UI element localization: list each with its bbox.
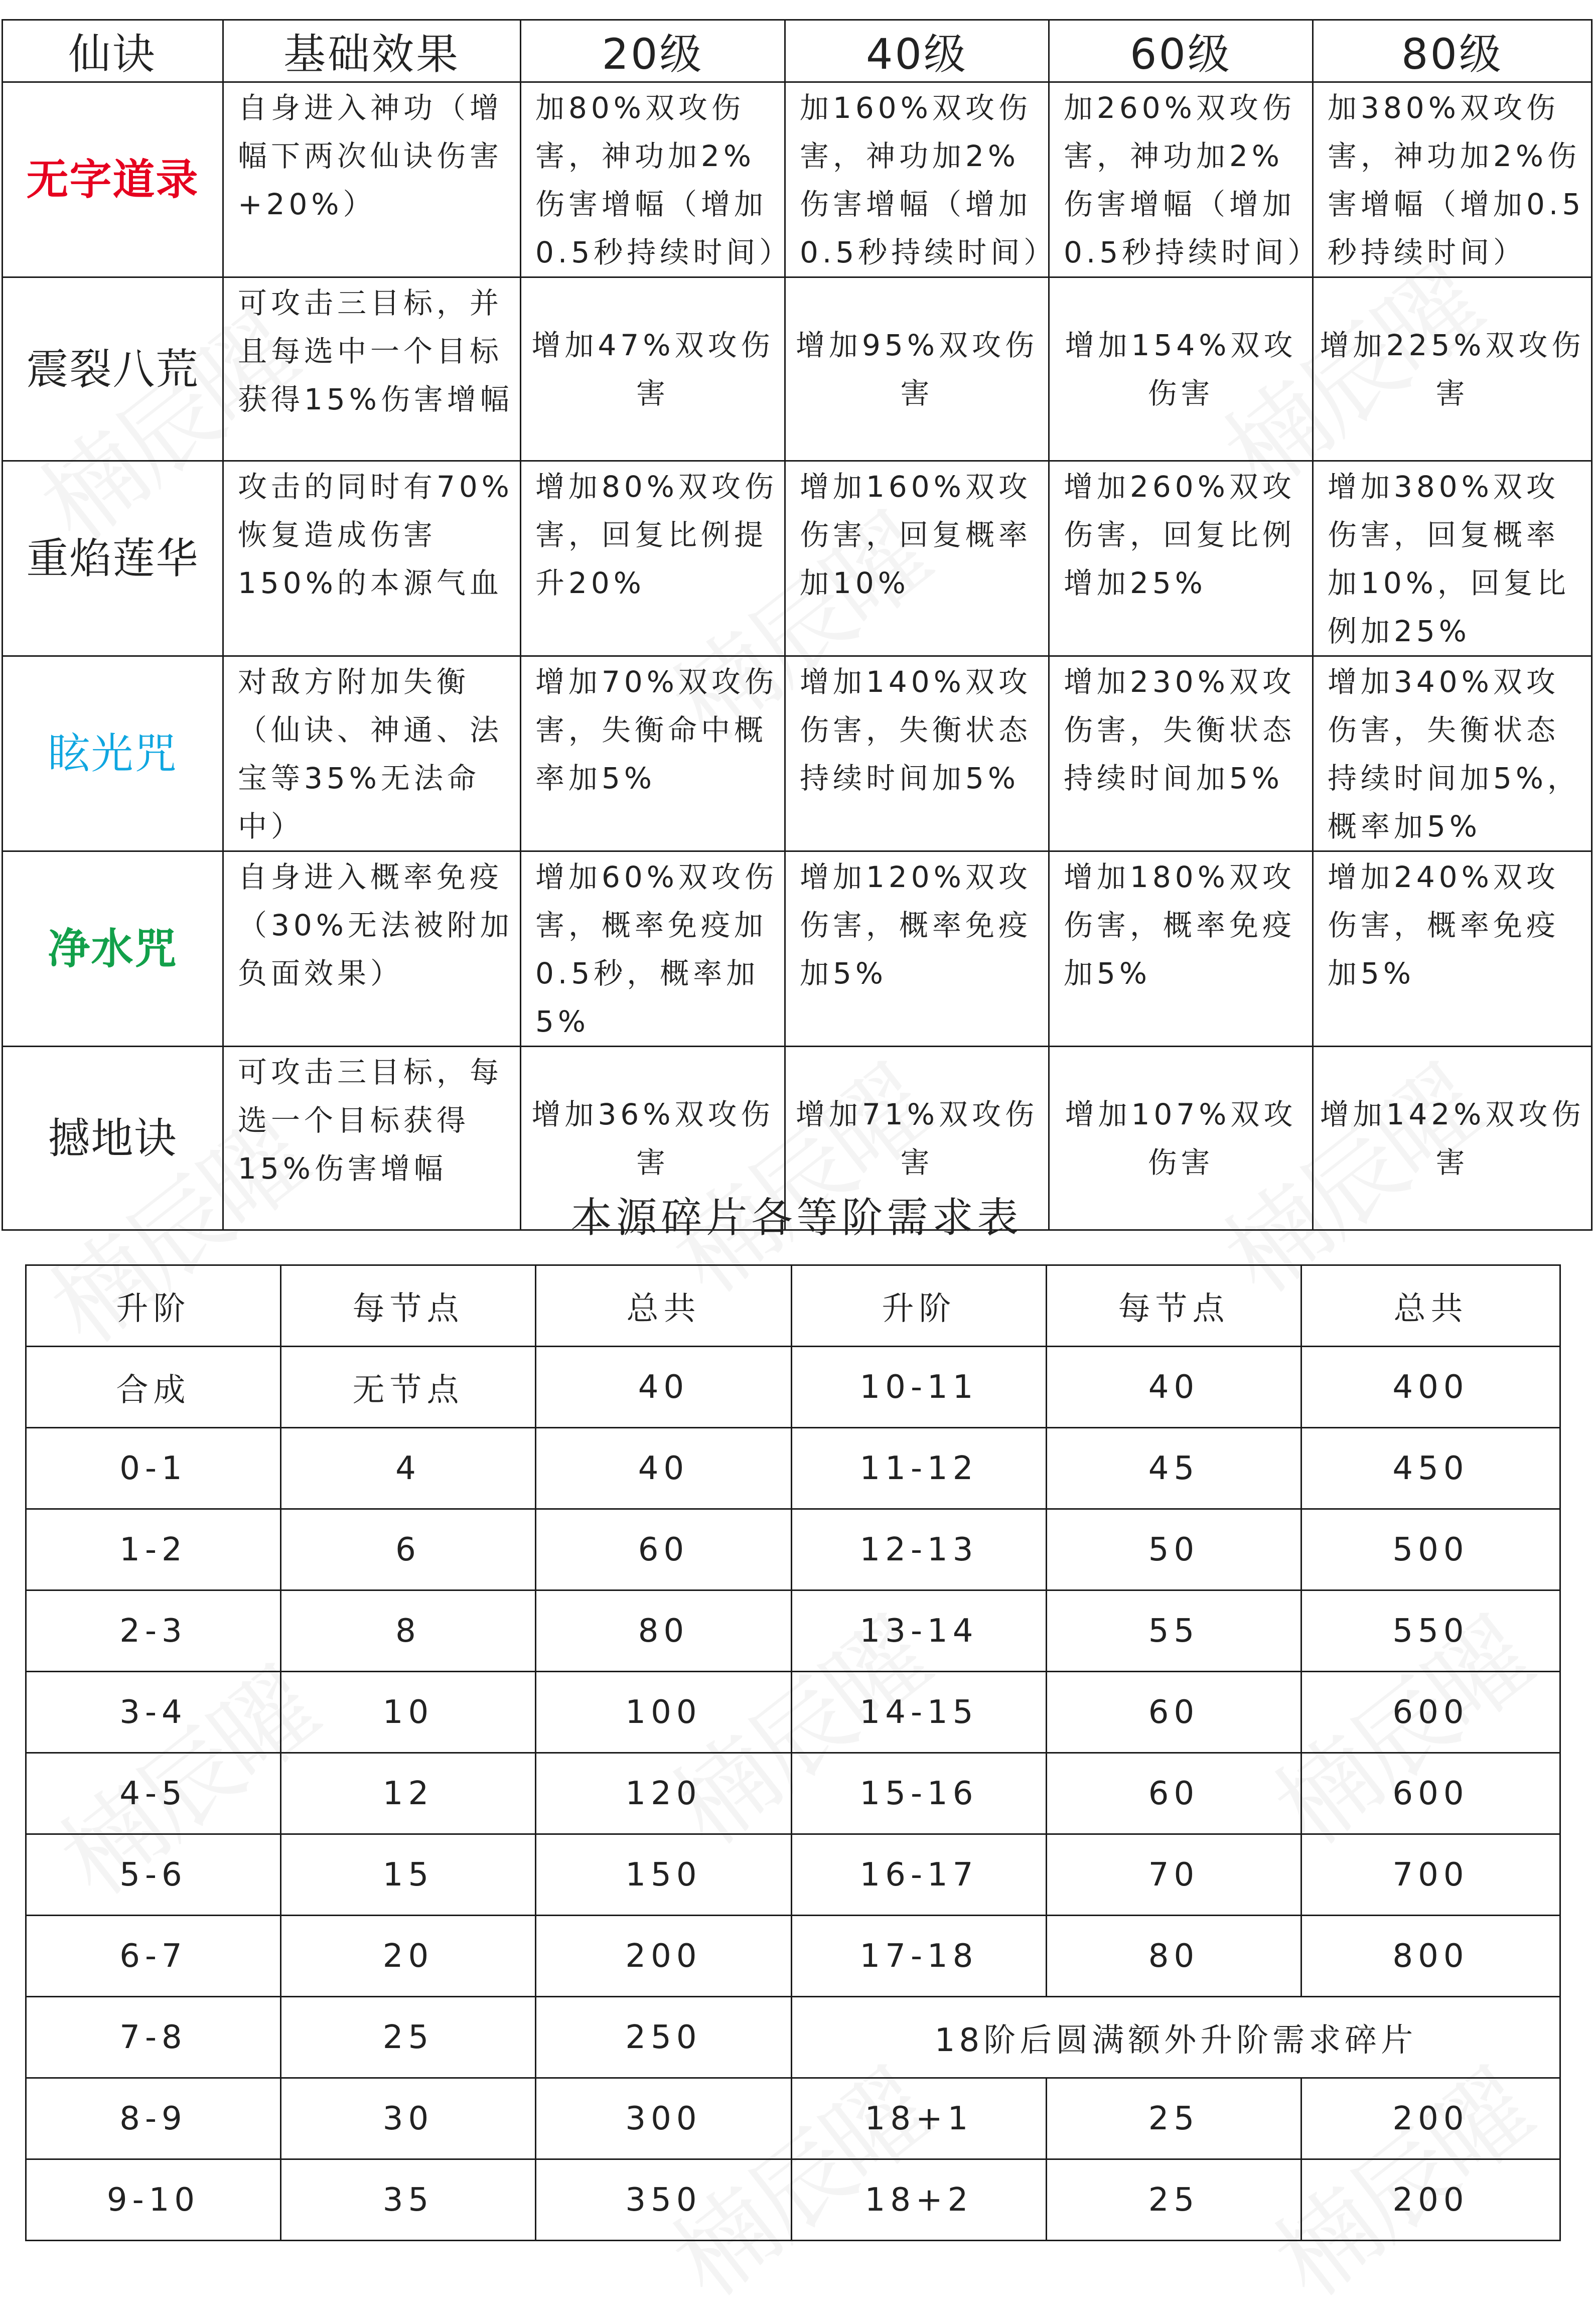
skill-name: 净水咒 (3, 851, 223, 1047)
cell-stage: 13-14 (792, 1590, 1047, 1672)
cell-stage: 8-9 (26, 2078, 281, 2159)
skill-level-20: 增加80%双攻伤害，回复比例提升20% (521, 461, 785, 656)
cell-stage: 11-12 (792, 1428, 1047, 1509)
cell-stage: 3-4 (26, 1672, 281, 1753)
cell-per-node: 80 (1047, 1916, 1301, 1997)
skill-level-20: 增加36%双攻伤害 (521, 1047, 785, 1230)
shards-table-title: 本源碎片各等阶需求表 (570, 1194, 1023, 1242)
cell-stage: 18+1 (792, 2078, 1047, 2159)
table-row (3, 82, 1592, 277)
cell-per-node: 25 (1047, 2159, 1301, 2241)
cell-per-node: 30 (281, 2078, 536, 2159)
cell-per-node: 60 (1047, 1753, 1301, 1834)
cell-total: 600 (1301, 1672, 1560, 1753)
header-total: 总共 (536, 1265, 792, 1347)
cell-per-node: 40 (1047, 1347, 1301, 1428)
skill-level-40: 增加71%双攻伤害 (785, 1047, 1049, 1230)
cell-stage: 2-3 (26, 1590, 281, 1672)
skill-level-60: 加260%双攻伤害，神功加2%伤害增幅（增加0.5秒持续时间） (1049, 82, 1313, 277)
skill-level-20: 加80%双攻伤害，神功加2%伤害增幅（增加0.5秒持续时间） (521, 82, 785, 277)
table-row (26, 2078, 1560, 2159)
cell-stage: 15-16 (792, 1753, 1047, 1834)
cell-stage: 12-13 (792, 1509, 1047, 1590)
cell-stage: 18+2 (792, 2159, 1047, 2241)
header-base-effect: 基础效果 (223, 20, 521, 82)
cell-per-node: 60 (1047, 1672, 1301, 1753)
cell-total: 600 (1301, 1753, 1560, 1834)
cell-total: 150 (536, 1834, 792, 1916)
table-row (26, 1509, 1560, 1590)
header-stage: 升阶 (26, 1265, 281, 1347)
skills-header-row (3, 20, 1592, 82)
cell-per-node: 15 (281, 1834, 536, 1916)
table-row (3, 277, 1592, 461)
skill-name: 重焰莲华 (3, 461, 223, 656)
table-row (3, 656, 1592, 851)
header-level-80: 80级 (1313, 20, 1592, 82)
shards-table (25, 1264, 1561, 2241)
skill-level-80: 增加380%双攻伤害，回复概率加10%，回复比例加25% (1313, 461, 1592, 656)
cell-total: 40 (536, 1347, 792, 1428)
cell-stage: 0-1 (26, 1428, 281, 1509)
table-row (26, 1834, 1560, 1916)
cell-stage: 17-18 (792, 1916, 1047, 1997)
span-note: 18阶后圆满额外升阶需求碎片 (792, 1997, 1560, 2078)
header-level-20: 20级 (521, 20, 785, 82)
cell-per-node: 10 (281, 1672, 536, 1753)
skill-level-60: 增加107%双攻伤害 (1049, 1047, 1313, 1230)
skill-level-60: 增加230%双攻伤害，失衡状态持续时间加5% (1049, 656, 1313, 851)
cell-per-node: 70 (1047, 1834, 1301, 1916)
table-row (3, 461, 1592, 656)
cell-total: 450 (1301, 1428, 1560, 1509)
skill-name: 震裂八荒 (3, 277, 223, 461)
cell-stage: 16-17 (792, 1834, 1047, 1916)
skill-level-80: 增加240%双攻伤害，概率免疫加5% (1313, 851, 1592, 1047)
skill-level-80: 增加225%双攻伤害 (1313, 277, 1592, 461)
skill-base-effect: 对敌方附加失衡（仙诀、神通、法宝等35%无法命中） (223, 656, 521, 851)
skill-level-40: 增加120%双攻伤害，概率免疫加5% (785, 851, 1049, 1047)
skills-table (2, 19, 1592, 1231)
table-row (26, 1997, 1560, 2078)
table-row (26, 1753, 1560, 1834)
table-row (26, 1347, 1560, 1428)
skill-base-effect: 可攻击三目标，每选一个目标获得15%伤害增幅 (223, 1047, 521, 1230)
cell-per-node: 50 (1047, 1509, 1301, 1590)
skill-base-effect: 自身进入神功（增幅下两次仙诀伤害+20%） (223, 82, 521, 277)
header-total: 总共 (1301, 1265, 1560, 1347)
cell-stage: 7-8 (26, 1997, 281, 2078)
skill-name: 撼地诀 (3, 1047, 223, 1230)
skill-level-20: 增加70%双攻伤害，失衡命中概率加5% (521, 656, 785, 851)
cell-stage: 9-10 (26, 2159, 281, 2241)
skill-base-effect: 自身进入概率免疫（30%无法被附加负面效果） (223, 851, 521, 1047)
skill-level-40: 加160%双攻伤害，神功加2%伤害增幅（增加0.5秒持续时间） (785, 82, 1049, 277)
cell-per-node: 35 (281, 2159, 536, 2241)
header-per-node: 每节点 (281, 1265, 536, 1347)
cell-per-node: 25 (1047, 2078, 1301, 2159)
header-level-40: 40级 (785, 20, 1049, 82)
table-row (26, 2159, 1560, 2241)
cell-total: 60 (536, 1509, 792, 1590)
cell-stage: 14-15 (792, 1672, 1047, 1753)
header-per-node: 每节点 (1047, 1265, 1301, 1347)
skill-level-20: 增加60%双攻伤害，概率免疫加0.5秒，概率加5% (521, 851, 785, 1047)
cell-total: 120 (536, 1753, 792, 1834)
cell-total: 200 (1301, 2159, 1560, 2241)
table-row (26, 1590, 1560, 1672)
cell-total: 500 (1301, 1509, 1560, 1590)
skill-base-effect: 攻击的同时有70%恢复造成伤害150%的本源气血 (223, 461, 521, 656)
skill-level-40: 增加95%双攻伤害 (785, 277, 1049, 461)
cell-total: 80 (536, 1590, 792, 1672)
cell-per-node: 8 (281, 1590, 536, 1672)
cell-total: 700 (1301, 1834, 1560, 1916)
cell-total: 400 (1301, 1347, 1560, 1428)
cell-per-node: 55 (1047, 1590, 1301, 1672)
cell-per-node: 12 (281, 1753, 536, 1834)
cell-stage: 合成 (26, 1347, 281, 1428)
cell-total: 550 (1301, 1590, 1560, 1672)
cell-total: 250 (536, 1997, 792, 2078)
skill-level-80: 增加142%双攻伤害 (1313, 1047, 1592, 1230)
table-row (26, 1916, 1560, 1997)
cell-total: 200 (1301, 2078, 1560, 2159)
cell-stage: 10-11 (792, 1347, 1047, 1428)
cell-stage: 4-5 (26, 1753, 281, 1834)
cell-total: 300 (536, 2078, 792, 2159)
cell-per-node: 45 (1047, 1428, 1301, 1509)
header-stage: 升阶 (792, 1265, 1047, 1347)
cell-per-node: 无节点 (281, 1347, 536, 1428)
skill-name: 无字道录 (3, 82, 223, 277)
skill-level-60: 增加180%双攻伤害，概率免疫加5% (1049, 851, 1313, 1047)
skill-level-40: 增加160%双攻伤害，回复概率加10% (785, 461, 1049, 656)
cell-stage: 5-6 (26, 1834, 281, 1916)
skill-level-60: 增加260%双攻伤害，回复比例增加25% (1049, 461, 1313, 656)
cell-per-node: 6 (281, 1509, 536, 1590)
table-row (26, 1428, 1560, 1509)
skill-name: 眩光咒 (3, 656, 223, 851)
cell-total: 350 (536, 2159, 792, 2241)
cell-per-node: 25 (281, 1997, 536, 2078)
header-skill: 仙诀 (3, 20, 223, 82)
skill-level-80: 加380%双攻伤害，神功加2%伤害增幅（增加0.5秒持续时间） (1313, 82, 1592, 277)
cell-total: 800 (1301, 1916, 1560, 1997)
skill-base-effect: 可攻击三目标，并且每选中一个目标获得15%伤害增幅 (223, 277, 521, 461)
skill-level-20: 增加47%双攻伤害 (521, 277, 785, 461)
cell-total: 40 (536, 1428, 792, 1509)
cell-total: 100 (536, 1672, 792, 1753)
cell-per-node: 20 (281, 1916, 536, 1997)
header-level-60: 60级 (1049, 20, 1313, 82)
cell-stage: 6-7 (26, 1916, 281, 1997)
cell-per-node: 4 (281, 1428, 536, 1509)
table-row (3, 851, 1592, 1047)
cell-total: 200 (536, 1916, 792, 1997)
skill-level-40: 增加140%双攻伤害，失衡状态持续时间加5% (785, 656, 1049, 851)
cell-stage: 1-2 (26, 1509, 281, 1590)
skill-level-80: 增加340%双攻伤害，失衡状态持续时间加5%，概率加5% (1313, 656, 1592, 851)
table-row (26, 1672, 1560, 1753)
skill-level-60: 增加154%双攻伤害 (1049, 277, 1313, 461)
shards-header-row (26, 1265, 1560, 1347)
